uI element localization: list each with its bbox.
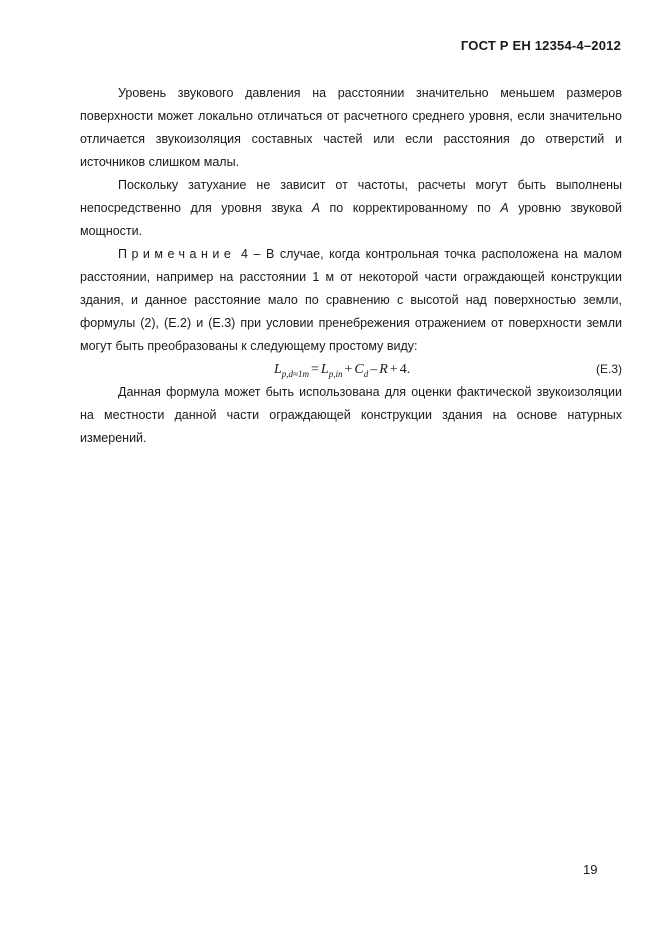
formula-e3-row — [80, 358, 622, 381]
paragraph-attenuation-text-3: уровню звуковой мощности. — [80, 201, 622, 238]
document-body — [80, 82, 622, 450]
symbol-a-weighting-2: A — [500, 201, 509, 215]
formula-constant: 4 — [399, 362, 407, 377]
formula-period: . — [406, 362, 411, 377]
formula-lhs-subscript: p,d≈1m — [281, 368, 309, 379]
formula-plus-1: + — [344, 362, 353, 377]
formula-term1-symbol: L — [320, 362, 329, 377]
paragraph-attenuation-text-1: Поскольку затухание не зависит от частоты, расчеты могут быть выполнены непосредственно для уровня звука — [80, 178, 622, 215]
formula-e3 — [274, 358, 410, 386]
note-label: Примечание — [118, 247, 236, 261]
paragraph-attenuation-text-2: по корректированному по — [320, 201, 501, 215]
formula-term3-symbol: R — [379, 362, 388, 377]
formula-term1-subscript: p,in — [328, 368, 343, 379]
paragraph-formula-usage: Данная формула может быть использована для оценки фактической звукоизоляции на местности данной части ограждающей конструкции здания на основе натурных измерений. — [80, 385, 622, 445]
formula-minus: – — [370, 362, 378, 377]
document-standard-id: ГОСТ Р ЕН 12354-4–2012 — [460, 38, 621, 53]
page-number: 19 — [583, 862, 598, 877]
note-4 — [80, 243, 622, 358]
paragraph-attenuation — [80, 174, 622, 243]
formula-lhs-symbol: L — [274, 362, 282, 377]
symbol-a-weighting-1: A — [311, 201, 321, 215]
equation-number: (Е.3) — [595, 362, 622, 376]
formula-plus-2: + — [389, 362, 398, 377]
paragraph-sound-pressure: Уровень звукового давления на расстоянии значительно меньшем размеров поверхности может локально отличаться от расчетного среднего уровня, если значительно отличается звукоизоляция составных частей или если расстояния до отверстий и источников слишком малы. — [80, 86, 622, 169]
formula-term2-subscript: d — [363, 368, 369, 379]
formula-equals: = — [311, 362, 319, 377]
note-text: 4 – В случае, когда контрольная точка расположена на малом расстоянии, например на расстоянии 1 м от некоторой части ограждающей конструкции здания, и данное расстояние мало по сравнению с высотой над поверхностью земли, формулы (2), (Е.2) и (Е.3) при условии пренебрежения отражением от поверхности земли могут быть преобразованы к следующему простому виду: — [80, 247, 622, 353]
formula-term2-symbol: C — [354, 362, 364, 377]
